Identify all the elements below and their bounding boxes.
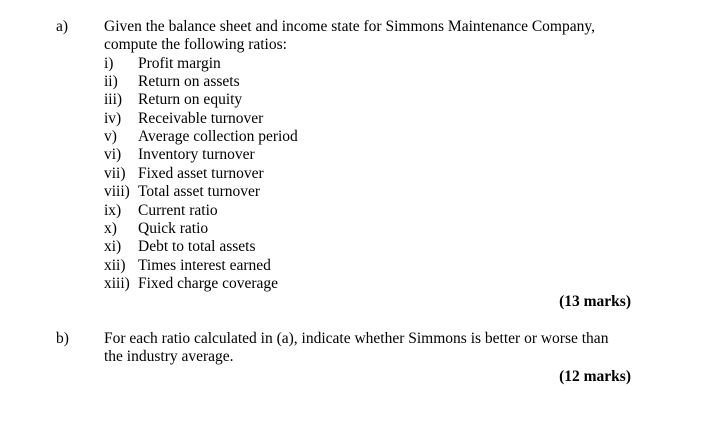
question-a-marks: (13 marks) <box>559 293 631 310</box>
ratio-item-text: Total asset turnover <box>138 183 261 200</box>
ratio-item-text: Quick ratio <box>138 220 209 237</box>
ratio-item-text: Inventory turnover <box>138 146 255 163</box>
question-b-label: b) <box>56 330 69 347</box>
ratio-item-text: Fixed charge coverage <box>138 275 279 292</box>
ratio-item-text: Return on equity <box>138 91 243 108</box>
question-a-label: a) <box>56 18 69 35</box>
ratio-item-text: Debt to total assets <box>138 238 256 255</box>
ratio-item-number: iii) <box>104 91 123 108</box>
ratio-item-number: xiii) <box>104 275 130 292</box>
ratio-item-number: viii) <box>104 183 130 200</box>
ratio-item-text: Return on assets <box>138 73 240 90</box>
question-a-intro-line-2: compute the following ratios: <box>104 36 287 53</box>
ratio-item-text: Fixed asset turnover <box>138 165 264 182</box>
ratio-item-number: xii) <box>104 257 126 274</box>
ratio-item-text: Profit margin <box>138 55 221 72</box>
ratio-item-number: v) <box>104 128 117 145</box>
ratio-item-text: Times interest earned <box>138 257 271 274</box>
ratio-item-number: xi) <box>104 238 122 255</box>
ratio-item-number: vi) <box>104 146 122 163</box>
ratio-item-number: i) <box>104 55 114 72</box>
ratio-item-number: vii) <box>104 165 126 182</box>
ratio-item-number: iv) <box>104 110 122 127</box>
ratio-item-text: Current ratio <box>138 202 218 219</box>
ratio-item-text: Average collection period <box>138 128 298 145</box>
question-b-marks: (12 marks) <box>559 368 631 385</box>
ratio-item-text: Receivable turnover <box>138 110 264 127</box>
ratio-item-number: x) <box>104 220 117 237</box>
ratio-item-number: ix) <box>104 202 122 219</box>
question-b-line-1: For each ratio calculated in (a), indicate whether Simmons is better or worse than <box>104 330 609 347</box>
question-a-intro-line-1: Given the balance sheet and income state for Simmons Maintenance Company, <box>104 18 595 35</box>
question-b-line-2: the industry average. <box>104 348 234 365</box>
ratio-item-number: ii) <box>104 73 118 90</box>
